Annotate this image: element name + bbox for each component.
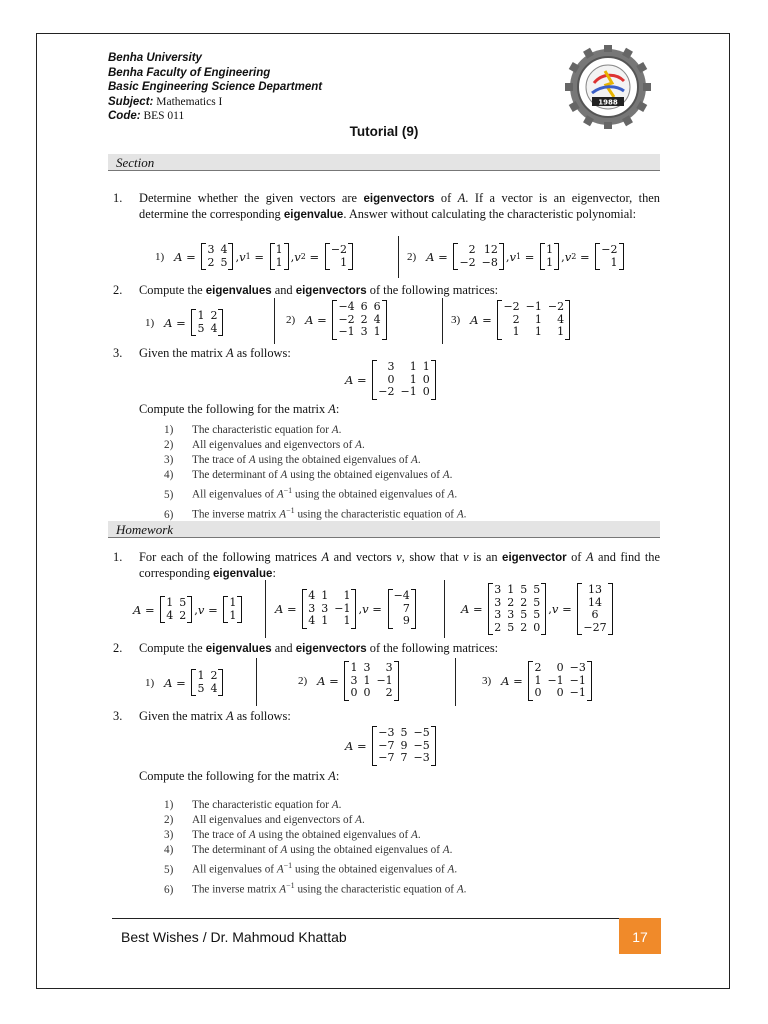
list-item: 5) All eigenvalues of $A^{-1}$ using the obtained eigenvalues of A.	[164, 486, 458, 502]
divider	[442, 298, 443, 344]
subject-line: Subject: Mathematics I	[108, 95, 223, 108]
s-q2-part3: 3) A = −2 2 1 −1 1 1 −2 4 1	[451, 300, 572, 340]
divider	[265, 580, 266, 638]
hw-q2-part1: 1) A = 1 5 2 4	[145, 669, 225, 696]
list-item: 2) All eigenvalues and eigenvectors of A.	[164, 814, 365, 827]
university-name: Benha University	[108, 52, 202, 64]
s-q1-part2: 2) A = 2 −2 12 −8 , v 1 = 1 1 , v 2 = −2 1	[407, 243, 626, 270]
homework-subitems	[164, 798, 466, 898]
list-item: 3) The trace of A using the obtained eigenvalues of A.	[164, 829, 421, 842]
homework-question-1: 1. For each of the following matrices A and vectors v, show that v is an eigenvector of A and find the corresponding eigenvalue:	[113, 550, 660, 580]
hw-q2-part3: 3) A = 2 1 0 0 −1 0 −3 −1 −1	[482, 661, 594, 701]
hw-q1-part2: A = 4 3 4 1 3 1 1 −1 1 , v = −4 7 9	[275, 589, 418, 629]
section-question-1: 1. Determine whether the given vectors are eigenvectors of A. If a vector is an eigenvector, then determine the corresponding eigenvalue. Answer without calculating the characteristic polynomial:	[113, 191, 660, 221]
homework-question-2: 2. Compute the eigenvalues and eigenvectors of the following matrices:	[113, 641, 499, 655]
divider	[455, 658, 456, 706]
footer-text: Best Wishes / Dr. Mahmoud Khattab	[121, 929, 347, 945]
hw-q1-part1: A = 1 4 5 2 , v = 1 1	[133, 596, 244, 623]
section-question-3-sub: Compute the following for the matrix A:	[139, 402, 340, 416]
divider	[444, 580, 445, 638]
list-item: 3) The trace of A using the obtained eigenvalues of A.	[164, 454, 421, 467]
section-bar	[108, 154, 660, 171]
homework-label: Homework	[116, 522, 174, 537]
footer-rule	[112, 918, 661, 919]
code-line: Code: BES 011	[108, 110, 185, 123]
section-question-3: 3. Given the matrix A as follows:	[113, 346, 291, 360]
department-name: Basic Engineering Science Department	[108, 81, 323, 94]
list-item: 4) The determinant of A using the obtained eigenvalues of A.	[164, 844, 453, 857]
homework-question-3: 3. Given the matrix A as follows:	[113, 709, 291, 723]
section-subitems	[164, 423, 466, 523]
faculty-logo	[550, 45, 664, 129]
section-label: Section	[116, 155, 155, 170]
list-item: 5) All eigenvalues of $A^{-1}$ using the obtained eigenvalues of A.	[164, 861, 458, 877]
homework-bar	[108, 521, 660, 538]
logo-year: 1988	[598, 98, 618, 107]
list-item: 4) The determinant of A using the obtained eigenvalues of A.	[164, 469, 453, 482]
hw-q2-part2: 2) A = 1 3 0 3 1 0 3 −1 2	[298, 661, 401, 701]
divider	[274, 298, 275, 344]
homework-question-3-sub: Compute the following for the matrix A:	[139, 769, 340, 783]
section-question-2: 2. Compute the eigenvalues and eigenvectors of the following matrices:	[113, 283, 499, 297]
list-item: 1) The characteristic equation for A.	[164, 424, 342, 436]
s-q2-part2: 2) A = −4 −2 −1 6 2 3 6 4 1	[286, 300, 389, 340]
s-q2-part1: 1) A = 1 5 2 4	[145, 309, 225, 336]
hw-q1-part3: A = 3 3 3 2 1 2 3 5 5 2 5 2 5 5 5 0 , v = 13 14 6 −27	[461, 583, 615, 635]
hw-q3-matrix: A = −3 −7 −7 5 9 7 −5 −5 −3	[345, 726, 438, 766]
list-item: 1) The characteristic equation for A.	[164, 799, 342, 811]
page-number: 17	[619, 918, 661, 954]
s-q1-part1: 1) A = 3 2 4 5 , v 1 = 1 1 , v 2 = −2 1	[155, 243, 355, 270]
divider	[398, 236, 399, 278]
s-q3-matrix: A = 3 0 −2 1 1 −1 1 0 0	[345, 360, 438, 400]
divider	[256, 658, 257, 706]
faculty-name: Benha Faculty of Engineering	[108, 66, 271, 79]
list-item: 6) The inverse matrix $A^{-1}$ using the characteristic equation of A.	[164, 881, 467, 896]
list-item: 2) All eigenvalues and eigenvectors of A.	[164, 439, 365, 452]
page-title: Tutorial (9)	[349, 124, 419, 139]
list-item: 6) The inverse matrix $A^{-1}$ using the characteristic equation of A.	[164, 506, 467, 521]
header-block	[108, 51, 322, 124]
